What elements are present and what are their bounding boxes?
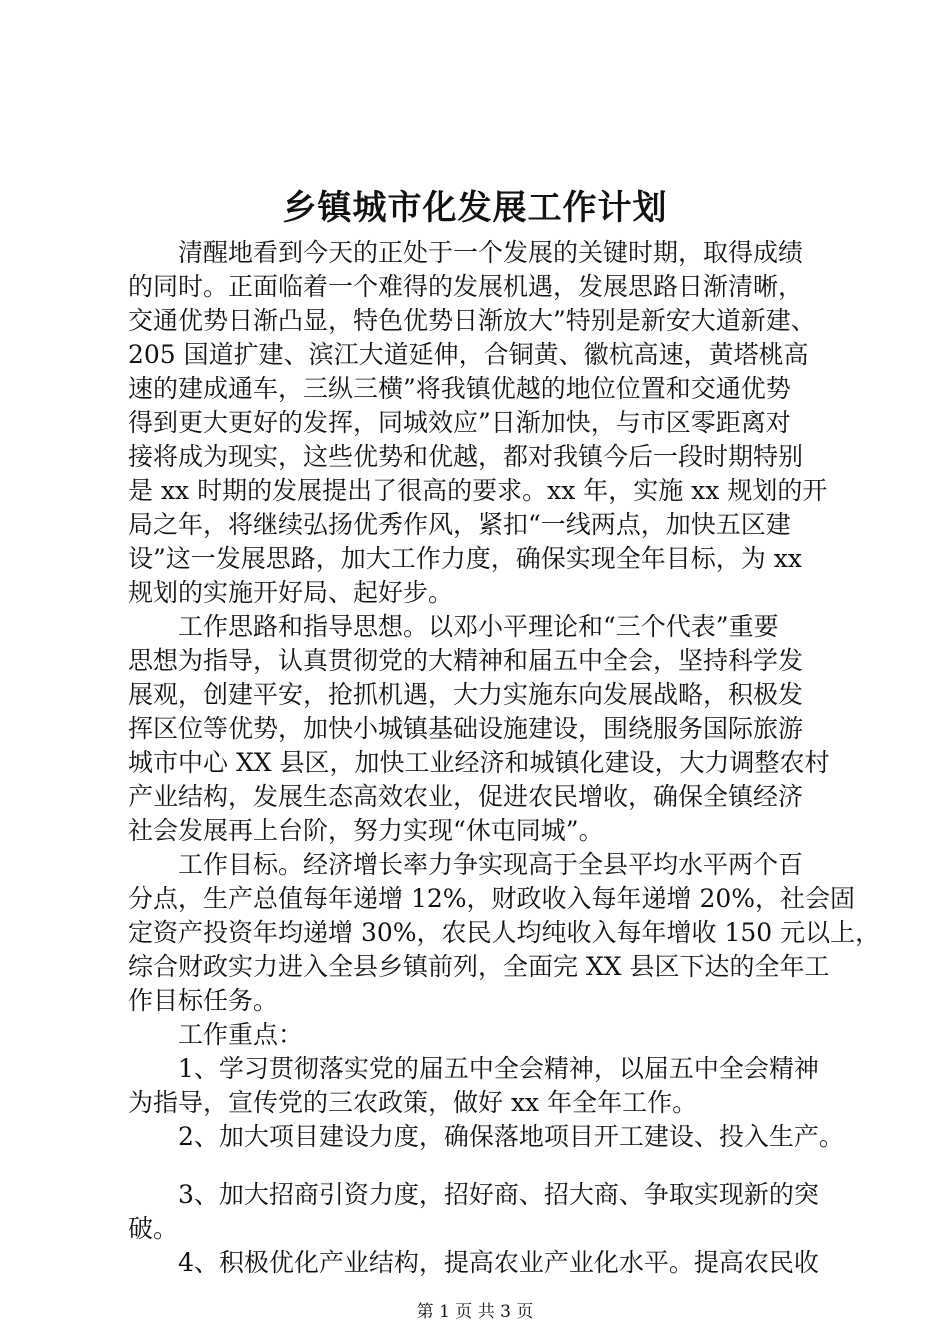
body-line: 破。: [128, 1214, 179, 1243]
body-line: 清醒地看到今天的正处于一个发展的关键时期，取得成绩: [128, 238, 804, 267]
body-line: 工作重点：: [128, 1020, 304, 1049]
body-line: 1、学习贯彻落实党的届五中全会精神，以届五中全会精神: [128, 1054, 819, 1083]
body-line: 展观，创建平安，抢抓机遇，大力实施东向发展战略，积极发: [128, 680, 804, 709]
body-line: 作目标任务。: [128, 986, 279, 1015]
body-line: 思想为指导，认真贯彻党的大精神和届五中全会，坚持科学发: [128, 646, 804, 675]
body-line: 交通优势日渐凸显，特色优势日渐放大”特别是新安大道新建、: [128, 306, 816, 335]
body-line: 为指导，宣传党的三农政策，做好 xx 年全年工作。: [128, 1088, 698, 1117]
body-line: 综合财政实力进入全县乡镇前列，全面完 XX 县区下达的全年工: [128, 952, 830, 981]
body-line: 局之年，将继续弘扬优秀作风，紧扣“一线两点，加快五区建: [128, 510, 791, 539]
body-line: 规划的实施开好局、起好步。: [128, 578, 454, 607]
body-line: 设”这一发展思路，加大工作力度，确保实现全年目标，为 xx: [128, 544, 802, 573]
body-line: 产业结构，发展生态高效农业，促进农民增收，确保全镇经济: [128, 782, 804, 811]
body-line: 工作思路和指导思想。以邓小平理论和“三个代表”重要: [128, 612, 779, 641]
body-line: 工作目标。经济增长率力争实现高于全县平均水平两个百: [128, 850, 804, 879]
body-line: 社会发展再上台阶，努力实现“休屯同城”。: [128, 816, 604, 845]
body-line: 速的建成通车，三纵三横”将我镇优越的地位位置和交通优势: [128, 374, 791, 403]
body-line: 3、加大招商引资力度，招好商、招大商、争取实现新的突: [128, 1180, 819, 1209]
body-line: 4、积极优化产业结构，提高农业产业化水平。提高农民收: [128, 1248, 819, 1277]
body-line: 得到更大更好的发挥，同城效应”日渐加快，与市区零距离对: [128, 408, 791, 437]
body-line: 205 国道扩建、滨江大道延伸，合铜黄、徽杭高速，黄塔桃高: [128, 340, 809, 369]
document-title: 乡镇城市化发展工作计划: [282, 188, 668, 228]
body-line: 挥区位等优势，加快小城镇基础设施建设，围绕服务国际旅游: [128, 714, 804, 743]
body-line: 城市中心 XX 县区，加快工业经济和城镇化建设，大力调整农村: [128, 748, 830, 777]
body-line: 是 xx 时期的发展提出了很高的要求。xx 年，实施 xx 规划的开: [128, 476, 828, 505]
body-line: 定资产投资年均递增 30%，农民人均纯收入每年增收 150 元以上，: [128, 918, 881, 947]
page-footer: 第 1 页 共 3 页: [416, 1302, 534, 1322]
body-line: 分点，生产总值每年递增 12%，财政收入每年递增 20%，社会固: [128, 884, 856, 913]
body-line: 接将成为现实，这些优势和优越，都对我镇今后一段时期特别: [128, 442, 804, 471]
body-line: 的同时。正面临着一个难得的发展机遇，发展思路日渐清晰，: [128, 272, 804, 301]
body-line: 2、加大项目建设力度，确保落地项目开工建设、投入生产。: [128, 1122, 844, 1151]
